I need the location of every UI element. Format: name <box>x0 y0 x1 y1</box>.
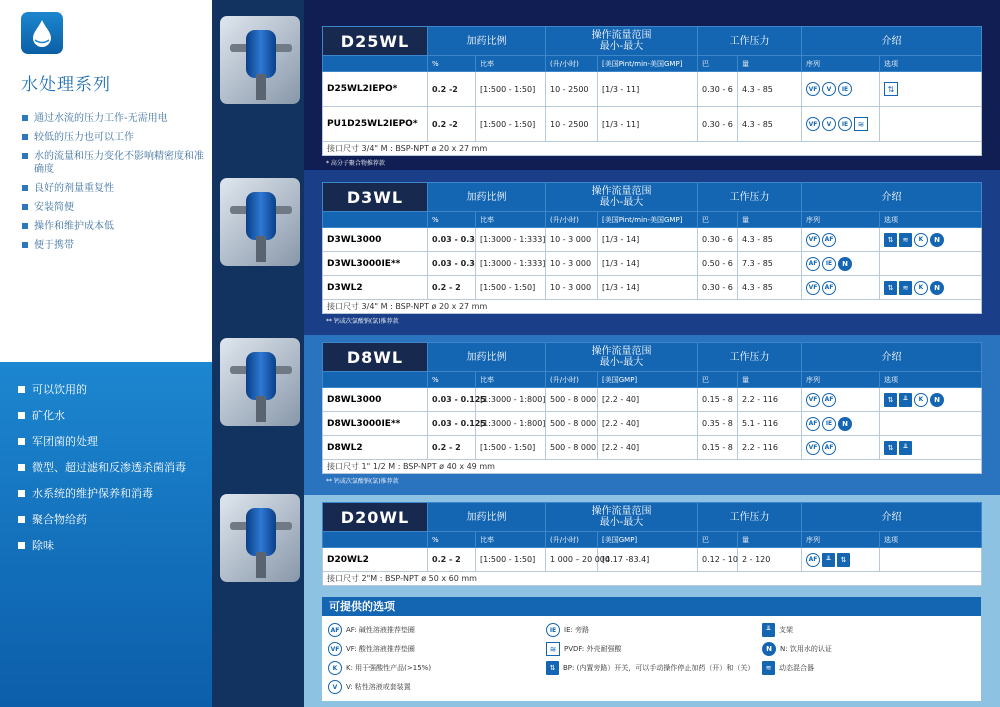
bar-cell: 0.30 - 6 <box>698 107 738 142</box>
feature-item: 通过水流的压力工作-无需用电 <box>22 112 208 125</box>
options-cell <box>880 548 982 572</box>
application-item: 聚合物给药 <box>18 512 186 538</box>
connection-size: 接口尺寸 1" 1/2 M : BSP-NPT ø 40 x 49 mm <box>323 460 982 474</box>
series-cell <box>802 412 880 436</box>
product-photo-strip <box>212 0 304 707</box>
bar-cell: 0.12 - 10 <box>698 548 738 572</box>
support-icon: ╨ <box>762 623 775 637</box>
n-icon: N <box>930 233 944 247</box>
n-icon: N <box>930 393 944 407</box>
vf-icon: VF <box>806 281 820 295</box>
legend-text: PVDF: 外壳耐强酸 <box>564 645 622 653</box>
ratio-cell: [1:3000 - 1:333] <box>476 228 546 252</box>
options-cell <box>880 436 982 460</box>
v-icon: V <box>822 82 836 96</box>
series-header: 序列 <box>802 532 880 548</box>
intro-header: 介绍 <box>802 27 982 56</box>
bp-icon: ⇅ <box>884 281 897 295</box>
legend-text: 动态混合器 <box>779 664 814 672</box>
lh-cell: 10 - 3 000 <box>546 252 598 276</box>
legend-text: IE: 旁路 <box>564 626 590 634</box>
applications-panel <box>0 362 212 707</box>
psi-cell: 4.3 - 85 <box>738 72 802 107</box>
gpm-cell: [2.2 - 40] <box>598 388 698 412</box>
gpm-cell: [2.2 - 40] <box>598 412 698 436</box>
model-name: D25WL2IEPO* <box>323 72 428 107</box>
bar-cell: 0.15 - 8 <box>698 388 738 412</box>
lh-cell: 500 - 8 000 <box>546 436 598 460</box>
options-cell <box>880 388 982 412</box>
options-header: 选项 <box>880 532 982 548</box>
table-row <box>323 252 982 276</box>
series-cell <box>802 107 880 142</box>
connection-size: 接口尺寸 2"M : BSP-NPT ø 50 x 60 mm <box>323 572 982 586</box>
d8wl-spec-table <box>322 342 981 485</box>
series-cell <box>802 228 880 252</box>
options-cell <box>880 72 982 107</box>
d20wl-product-photo <box>220 494 300 582</box>
application-item: 矿化水 <box>18 408 186 434</box>
bar-header: 巴 <box>698 372 738 388</box>
series-title: 水处理系列 <box>21 75 111 95</box>
series-cell <box>802 276 880 300</box>
legend-item-mixer <box>762 661 814 675</box>
d20wl-spec-table <box>322 502 981 586</box>
gpm-cell: [1/3 - 14] <box>598 252 698 276</box>
legend-item-ie <box>546 623 589 637</box>
model-title: D8WL <box>323 343 428 372</box>
n-icon: N <box>762 642 776 656</box>
d3wl-product-photo <box>220 178 300 266</box>
application-list <box>18 382 186 564</box>
feature-item: 良好的剂量重复性 <box>22 182 208 195</box>
psi-header: 量 <box>738 372 802 388</box>
af-icon: AF <box>806 417 820 431</box>
connection-size: 接口尺寸 3/4" M : BSP-NPT ø 20 x 27 mm <box>323 300 982 314</box>
application-item: 除味 <box>18 538 186 564</box>
legend-text: V: 粘性溶液或套装置 <box>346 683 411 691</box>
blank-cell <box>323 372 428 388</box>
options-cell <box>880 228 982 252</box>
pct-header: % <box>428 372 476 388</box>
support-icon: ╨ <box>899 393 912 407</box>
legend-item-bp <box>546 661 754 675</box>
pct-cell: 0.03 - 0.125 <box>428 412 476 436</box>
vf-icon: VF <box>806 393 820 407</box>
af-icon: AF <box>822 281 836 295</box>
water-drop-logo-icon <box>21 12 63 54</box>
model-title: D25WL <box>323 27 428 56</box>
dosing-header: 加药比例 <box>428 503 546 532</box>
blank-cell <box>323 532 428 548</box>
pct-cell: 0.2 - 2 <box>428 436 476 460</box>
ratio-cell: [1:500 - 1:50] <box>476 276 546 300</box>
lh-header: (升/小时) <box>546 56 598 72</box>
feature-item: 便于携带 <box>22 239 208 252</box>
dosing-header: 加药比例 <box>428 343 546 372</box>
legend-item-k <box>328 661 431 675</box>
lh-cell: 10 - 2500 <box>546 72 598 107</box>
table-row <box>323 72 982 107</box>
legend-text: 支架 <box>779 626 793 634</box>
af-icon: AF <box>806 257 820 271</box>
bypass-switch-icon: ⇅ <box>884 82 898 96</box>
feature-item: 安装简便 <box>22 201 208 214</box>
sidebar <box>0 0 212 707</box>
series-cell <box>802 72 880 107</box>
v-icon: V <box>328 680 342 694</box>
pct-cell: 0.2 -2 <box>428 107 476 142</box>
table-row <box>323 388 982 412</box>
table-row <box>323 436 982 460</box>
lh-cell: 1 000 – 20 000 <box>546 548 598 572</box>
flow-header <box>546 343 698 372</box>
intro-header: 介绍 <box>802 503 982 532</box>
flow-header-sub: 最小-最大 <box>599 357 644 368</box>
mixer-icon: ≋ <box>899 233 912 247</box>
vf-icon: VF <box>806 233 820 247</box>
pct-cell: 0.2 -2 <box>428 72 476 107</box>
bp-icon: ⇅ <box>884 393 897 407</box>
flow-header-sub: 最小-最大 <box>599 41 644 52</box>
feature-item: 较低的压力也可以工作 <box>22 131 208 144</box>
legend-item-support <box>762 623 793 637</box>
pct-cell: 0.2 - 2 <box>428 548 476 572</box>
pressure-header: 工作压力 <box>698 343 802 372</box>
lh-cell: 10 - 3 000 <box>546 276 598 300</box>
application-item: 军团菌的处理 <box>18 434 186 460</box>
flow-header-text: 操作流量范围 <box>591 346 652 357</box>
v-icon: V <box>822 117 836 131</box>
support-icon: ╨ <box>899 441 912 455</box>
vf-icon: VF <box>806 82 820 96</box>
gpm-header: [美国Pint/min-美国GMP] <box>598 212 698 228</box>
feature-item: 操作和维护成本低 <box>22 220 208 233</box>
legend-item-vf <box>328 642 415 656</box>
psi-cell: 2 - 120 <box>738 548 802 572</box>
series-header: 序列 <box>802 56 880 72</box>
psi-cell: 7.3 - 85 <box>738 252 802 276</box>
model-title: D3WL <box>323 183 428 212</box>
lh-cell: 10 - 3 000 <box>546 228 598 252</box>
ratio-cell: [1:500 - 1:50] <box>476 436 546 460</box>
blank-cell <box>323 212 428 228</box>
model-title: D20WL <box>323 503 428 532</box>
flow-header-sub: 最小-最大 <box>599 517 644 528</box>
pressure-header: 工作压力 <box>698 27 802 56</box>
options-header: 选项 <box>880 212 982 228</box>
options-cell <box>880 107 982 142</box>
feature-list <box>22 112 208 258</box>
ie-icon: IE <box>838 82 852 96</box>
ratio-cell: [1:3000 - 1:800] <box>476 412 546 436</box>
table-row <box>323 548 982 572</box>
options-header: 选项 <box>880 56 982 72</box>
vf-icon: VF <box>806 441 820 455</box>
psi-header: 量 <box>738 532 802 548</box>
flow-header-text: 操作流量范围 <box>591 30 652 41</box>
intro-header: 介绍 <box>802 343 982 372</box>
bp-icon: ⇅ <box>837 553 850 567</box>
d8wl-product-photo <box>220 338 300 426</box>
dosing-header: 加药比例 <box>428 183 546 212</box>
options-legend <box>322 597 981 701</box>
model-name: D8WL2 <box>323 436 428 460</box>
af-icon: AF <box>806 553 820 567</box>
pressure-header: 工作压力 <box>698 503 802 532</box>
gpm-header: [美国GMP] <box>598 372 698 388</box>
k-icon: K <box>914 281 928 295</box>
psi-header: 量 <box>738 56 802 72</box>
legend-title: 可提供的选项 <box>322 597 981 616</box>
k-icon: K <box>914 393 928 407</box>
table-row <box>323 412 982 436</box>
series-header: 序列 <box>802 212 880 228</box>
model-name: D3WL2 <box>323 276 428 300</box>
bar-cell: 0.35 - 8 <box>698 412 738 436</box>
flow-header-sub: 最小-最大 <box>599 197 644 208</box>
gpm-cell: [1/3 - 11] <box>598 107 698 142</box>
model-name: D20WL2 <box>323 548 428 572</box>
bp-icon: ⇅ <box>884 441 897 455</box>
af-icon: AF <box>822 233 836 247</box>
n-icon: N <box>930 281 944 295</box>
table-row <box>323 228 982 252</box>
legend-item-n <box>762 642 832 656</box>
gpm-cell: [1/3 - 14] <box>598 228 698 252</box>
lh-header: (升/小时) <box>546 212 598 228</box>
pct-cell: 0.2 - 2 <box>428 276 476 300</box>
options-cell <box>880 276 982 300</box>
series-cell <box>802 388 880 412</box>
d3wl-spec-table <box>322 182 981 325</box>
ratio-header: 比率 <box>476 56 546 72</box>
model-name: D8WL3000 <box>323 388 428 412</box>
legend-text: K: 用于强酸性产品(>15%) <box>346 664 432 672</box>
table-row <box>323 107 982 142</box>
model-name: PU1D25WL2IEPO* <box>323 107 428 142</box>
psi-cell: 4.3 - 85 <box>738 228 802 252</box>
k-icon: K <box>914 233 928 247</box>
flow-header-text: 操作流量范围 <box>591 186 652 197</box>
lh-cell: 500 - 8 000 <box>546 412 598 436</box>
legend-item-af <box>328 623 415 637</box>
ratio-cell: [1:3000 - 1:800] <box>476 388 546 412</box>
n-icon: N <box>838 257 852 271</box>
legend-text: VF: 酸性溶液推荐垫圈 <box>346 645 415 653</box>
pct-cell: 0.03 - 0.3 <box>428 228 476 252</box>
psi-cell: 2.2 - 116 <box>738 388 802 412</box>
ratio-cell: [1:500 - 1:50] <box>476 107 546 142</box>
ratio-cell: [1:500 - 1:50] <box>476 548 546 572</box>
bp-icon: ⇅ <box>884 233 897 247</box>
flow-header <box>546 503 698 532</box>
psi-cell: 2.2 - 116 <box>738 436 802 460</box>
legend-item-v <box>328 680 411 694</box>
model-name: D8WL3000IE** <box>323 412 428 436</box>
dosing-header: 加药比例 <box>428 27 546 56</box>
bar-cell: 0.30 - 6 <box>698 228 738 252</box>
pct-header: % <box>428 212 476 228</box>
af-icon: AF <box>328 623 342 637</box>
lh-cell: 500 - 8 000 <box>546 388 598 412</box>
model-name: D3WL3000 <box>323 228 428 252</box>
vf-icon: VF <box>328 642 342 656</box>
series-cell <box>802 252 880 276</box>
ratio-cell: [1:500 - 1:50] <box>476 72 546 107</box>
series-cell <box>802 548 880 572</box>
lh-header: (升/小时) <box>546 532 598 548</box>
options-cell <box>880 252 982 276</box>
bar-cell: 0.30 - 6 <box>698 276 738 300</box>
bar-cell: 0.15 - 8 <box>698 436 738 460</box>
af-icon: AF <box>822 393 836 407</box>
ie-icon: IE <box>838 117 852 131</box>
ie-icon: IE <box>822 257 836 271</box>
options-header: 选项 <box>880 372 982 388</box>
psi-cell: 4.3 - 85 <box>738 276 802 300</box>
d25wl-spec-table <box>322 26 981 167</box>
af-icon: AF <box>822 441 836 455</box>
footnote: * 高分子聚合物推荐款 <box>322 156 981 167</box>
gpm-cell: [4.17 -83.4] <box>598 548 698 572</box>
bar-cell: 0.50 - 6 <box>698 252 738 276</box>
mixer-icon: ≋ <box>899 281 912 295</box>
feature-item: 水的流量和压力变化不影响精密度和准确度 <box>22 150 208 176</box>
d25wl-product-photo <box>220 16 300 104</box>
mixer-icon: ≋ <box>762 661 775 675</box>
bp-icon: ⇅ <box>546 661 559 675</box>
application-item: 可以饮用的 <box>18 382 186 408</box>
gpm-cell: [1/3 - 14] <box>598 276 698 300</box>
series-cell <box>802 436 880 460</box>
blank-cell <box>323 56 428 72</box>
flow-header-text: 操作流量范围 <box>591 506 652 517</box>
pct-cell: 0.03 - 0.125 <box>428 388 476 412</box>
bar-header: 巴 <box>698 212 738 228</box>
gpm-cell: [1/3 - 11] <box>598 72 698 107</box>
psi-cell: 5.1 - 116 <box>738 412 802 436</box>
flow-header <box>546 183 698 212</box>
lh-header: (升/小时) <box>546 372 598 388</box>
gpm-cell: [2.2 - 40] <box>598 436 698 460</box>
bar-header: 巴 <box>698 532 738 548</box>
connection-size: 接口尺寸 3/4" M : BSP-NPT ø 20 x 27 mm <box>323 142 982 156</box>
ratio-header: 比率 <box>476 212 546 228</box>
legend-text: AF: 碱性溶液推荐垫圈 <box>346 626 415 634</box>
application-item: 水系统的维护保养和消毒 <box>18 486 186 512</box>
k-icon: K <box>328 661 342 675</box>
footnote: ** 钙或次氯酸钠(氯)推荐款 <box>322 474 981 485</box>
legend-item-pvdf <box>546 642 621 656</box>
pct-header: % <box>428 56 476 72</box>
psi-cell: 4.3 - 85 <box>738 107 802 142</box>
pvdf-icon: ≋ <box>546 642 560 656</box>
psi-header: 量 <box>738 212 802 228</box>
gpm-header: [美国GMP] <box>598 532 698 548</box>
series-header: 序列 <box>802 372 880 388</box>
ratio-header: 比率 <box>476 532 546 548</box>
support-icon: ╨ <box>822 553 835 567</box>
table-row <box>323 276 982 300</box>
ratio-header: 比率 <box>476 372 546 388</box>
legend-text: N: 饮用水的认证 <box>780 645 832 653</box>
vf-icon: VF <box>806 117 820 131</box>
pressure-header: 工作压力 <box>698 183 802 212</box>
bar-cell: 0.30 - 6 <box>698 72 738 107</box>
bar-header: 巴 <box>698 56 738 72</box>
intro-header: 介绍 <box>802 183 982 212</box>
n-icon: N <box>838 417 852 431</box>
lh-cell: 10 - 2500 <box>546 107 598 142</box>
ie-icon: IE <box>546 623 560 637</box>
footnote: ** 钙或次氯酸钠(氯)推荐款 <box>322 314 981 325</box>
legend-text: BP: (内置旁路）开关，可以手动操作停止加药（开）和（关） <box>563 664 755 672</box>
ie-icon: IE <box>822 417 836 431</box>
options-cell <box>880 412 982 436</box>
flow-header <box>546 27 698 56</box>
ratio-cell: [1:3000 - 1:333] <box>476 252 546 276</box>
application-item: 微型、超过滤和反渗透杀菌消毒 <box>18 460 186 486</box>
pct-header: % <box>428 532 476 548</box>
gpm-header: [美国Pint/min-美国GMP] <box>598 56 698 72</box>
pct-cell: 0.03 - 0.3 <box>428 252 476 276</box>
pvdf-icon: ≋ <box>854 117 868 131</box>
model-name: D3WL3000IE** <box>323 252 428 276</box>
